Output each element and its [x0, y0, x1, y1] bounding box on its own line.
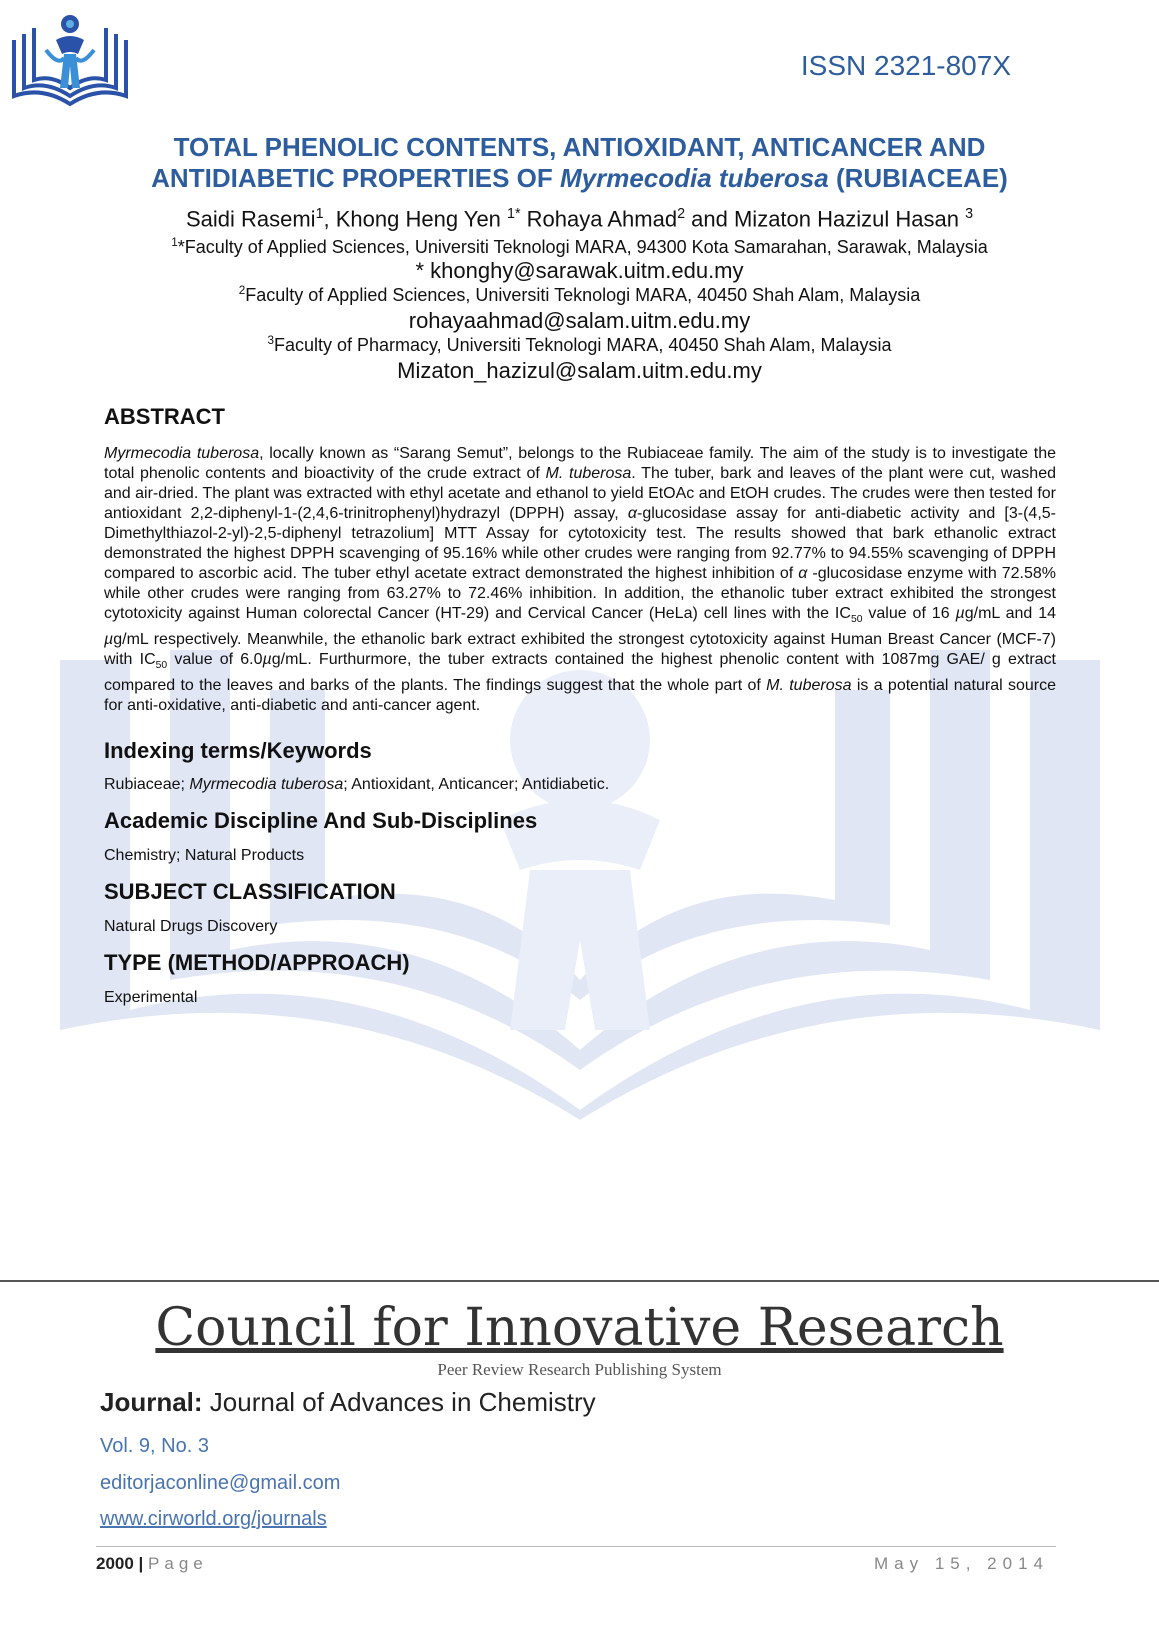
author-2-sup: 1*: [507, 206, 521, 222]
affiliation-3-text: Faculty of Pharmacy, Universiti Teknologi MARA, 40450 Shah Alam, Malaysia: [273, 335, 892, 355]
abs-s2-italic: M. tuberosa: [545, 465, 632, 482]
author-1-sup: 1: [315, 206, 324, 222]
journal-label: Journal:: [100, 1387, 203, 1417]
publication-date: May 15, 2014: [873, 1554, 1049, 1573]
author-3-sup: 2: [677, 206, 686, 222]
affiliation-1-sup: 1: [171, 236, 178, 249]
footer-divider: [0, 1280, 1159, 1282]
abstract-heading: ABSTRACT: [104, 404, 225, 429]
affiliation-3-email[interactable]: Mizaton_hazizul@salam.uitm.edu.my: [397, 358, 762, 383]
type-text: Experimental: [104, 989, 198, 1006]
abs-s1: , locally known as “Sarang Semut”, belongs to the Rubiaceae family. The aim of the study is to investigate the total phenolic contents and bioactivity of the crude extract of: [104, 445, 1056, 482]
abs-s8: value of 6.0: [167, 651, 263, 669]
abs-s2: . The tuber, bark and leaves of the plant were cut, washed and air-dried. The plant was extracted with ethyl acetate and ethanol to yield EtOAc and EtOH crudes. The crudes were then tested for antioxidant 2,2-diphenyl-1-(2,4,6-trinitrophenyl)hydrazyl (DPPH) assay,: [104, 465, 1056, 522]
affiliation-2: [60, 284, 1099, 306]
keyword-2: Myrmecodia tuberosa: [189, 776, 344, 793]
discipline-heading: Academic Discipline And Sub-Disciplines: [104, 808, 538, 833]
abs-s7-sub: 50: [155, 660, 168, 672]
abs-s10: is a potential natural source for anti-oxidative, anti-diabetic and anti-cancer agent.: [104, 677, 1057, 715]
abs-s6-italic: µ: [104, 631, 114, 649]
issn-number: ISSN 2321-807X: [800, 50, 1011, 81]
abs-s6: g/mL and 14: [964, 605, 1057, 622]
affiliation-1-text: *Faculty of Applied Sciences, Universiti Teknologi MARA, 94300 Kota Samarahan, Sarawak, Malaysia: [177, 237, 988, 257]
affiliation-3-sup: 3: [267, 334, 274, 347]
author-2: , Khong Heng Yen: [323, 206, 508, 232]
author-list: [60, 206, 1099, 232]
title-line-1: TOTAL PHENOLIC CONTENTS, ANTIOXIDANT, ANTICANCER AND: [173, 132, 986, 162]
abs-s3: -glucosidase assay for anti-diabetic activity and [3-(4,5-Dimethylthiazol-2-yl)-2,5-diphenyl tetrazolium] MTT Assay for cytotoxicity test. The results showed that bark ethanolic extract demonstrated the highest DPPH scavenging of 95.16% while other crudes were ranging from 92.77% to 94.55% scavenging of DPPH compared to ascorbic acid. The tuber ethyl acetate extract demonstrated the highest inhibition of: [104, 505, 1056, 582]
publisher-subtitle: Peer Review Research Publishing System: [437, 1360, 722, 1379]
abs-s10-italic: M. tuberosa: [766, 677, 852, 695]
keyword-1: Rubiaceae;: [104, 776, 190, 793]
author-1: Saidi Rasemi: [185, 206, 316, 232]
keyword-3: ; Antioxidant, Anticancer; Antidiabetic.: [343, 776, 610, 793]
affiliation-2-email[interactable]: rohayaahmad@salam.uitm.edu.my: [408, 308, 751, 333]
title-species-name: Myrmecodia tuberosa: [559, 163, 829, 193]
journal-title: Journal of Advances in Chemistry: [202, 1387, 596, 1417]
abstract-body: [104, 444, 1056, 716]
keywords-text: [104, 776, 609, 794]
journal-book-logo-icon: [6, 10, 134, 110]
keywords-heading: Indexing terms/Keywords: [104, 738, 372, 763]
affiliation-2-sup: 2: [238, 284, 246, 297]
page-divider: [96, 1546, 1056, 1547]
abs-s9: g/mL. Furthurmore, the tuber extracts contained the highest phenolic content with 1087mg GAE/ g extract compared to the leaves and barks of the plants. The findings suggest that the whole part of: [104, 651, 1057, 695]
abs-s3-italic: α: [627, 505, 637, 522]
publisher-name: [0, 1298, 1159, 1358]
volume-number: Vol. 9, No. 3: [100, 1435, 209, 1457]
abs-s1-italic: Myrmecodia tuberosa: [104, 445, 260, 462]
abs-s5-italic: µ: [955, 605, 965, 622]
author-4: and Mizaton Hazizul Hasan: [685, 206, 966, 232]
author-3: Rohaya Ahmad: [520, 206, 678, 232]
discipline-text: Chemistry; Natural Products: [104, 847, 305, 864]
abs-s4: -glucosidase enzyme with 72.58% while other crudes were ranging from 63.27% to 72.46% inhibition. In addition, the ethanolic tuber extract exhibited the strongest cytotoxicity against Human colorectal Cancer (HT-29) and Cervical Cancer (HeLa) cell lines with the IC: [104, 565, 1056, 622]
affiliation-1-email[interactable]: * khonghy@sarawak.uitm.edu.my: [415, 258, 744, 283]
affiliation-3: [60, 334, 1099, 356]
abs-s5: value of 16: [862, 605, 956, 622]
page-word: Page: [148, 1554, 208, 1573]
paper-title: [60, 132, 1099, 194]
affiliation-2-text: Faculty of Applied Sciences, Universiti Teknologi MARA, 40450 Shah Alam, Malaysia: [245, 285, 921, 305]
publisher-name-text: Council for Innovative Research: [155, 1298, 1004, 1358]
abs-s4-sub: 50: [850, 614, 863, 626]
subject-heading: SUBJECT CLASSIFICATION: [104, 879, 396, 904]
affiliation-1: [60, 236, 1099, 258]
journal-name: [100, 1387, 596, 1418]
editor-email[interactable]: editorjaconline@gmail.com: [100, 1472, 341, 1494]
author-4-sup: 3: [965, 206, 974, 222]
page-separator: |: [133, 1554, 149, 1573]
title-line-2-post: (RUBIACEAE): [828, 163, 1008, 193]
abs-s7: g/mL respectively. Meanwhile, the ethanolic bark extract exhibited the strongest cytotoxicity against Human Breast Cancer (MCF-7) with IC: [104, 631, 1056, 669]
page-number: [96, 1554, 208, 1574]
subject-text: Natural Drugs Discovery: [104, 918, 278, 935]
type-heading: TYPE (METHOD/APPROACH): [104, 950, 410, 975]
title-line-2: [60, 163, 1099, 194]
abs-s4-italic: α: [798, 565, 808, 582]
title-line-2-pre: ANTIDIABETIC PROPERTIES OF: [151, 163, 560, 193]
website-link[interactable]: www.cirworld.org/journals: [100, 1508, 327, 1530]
page-number-value: 2000: [96, 1554, 134, 1573]
abs-s8-italic: µ: [262, 651, 272, 669]
